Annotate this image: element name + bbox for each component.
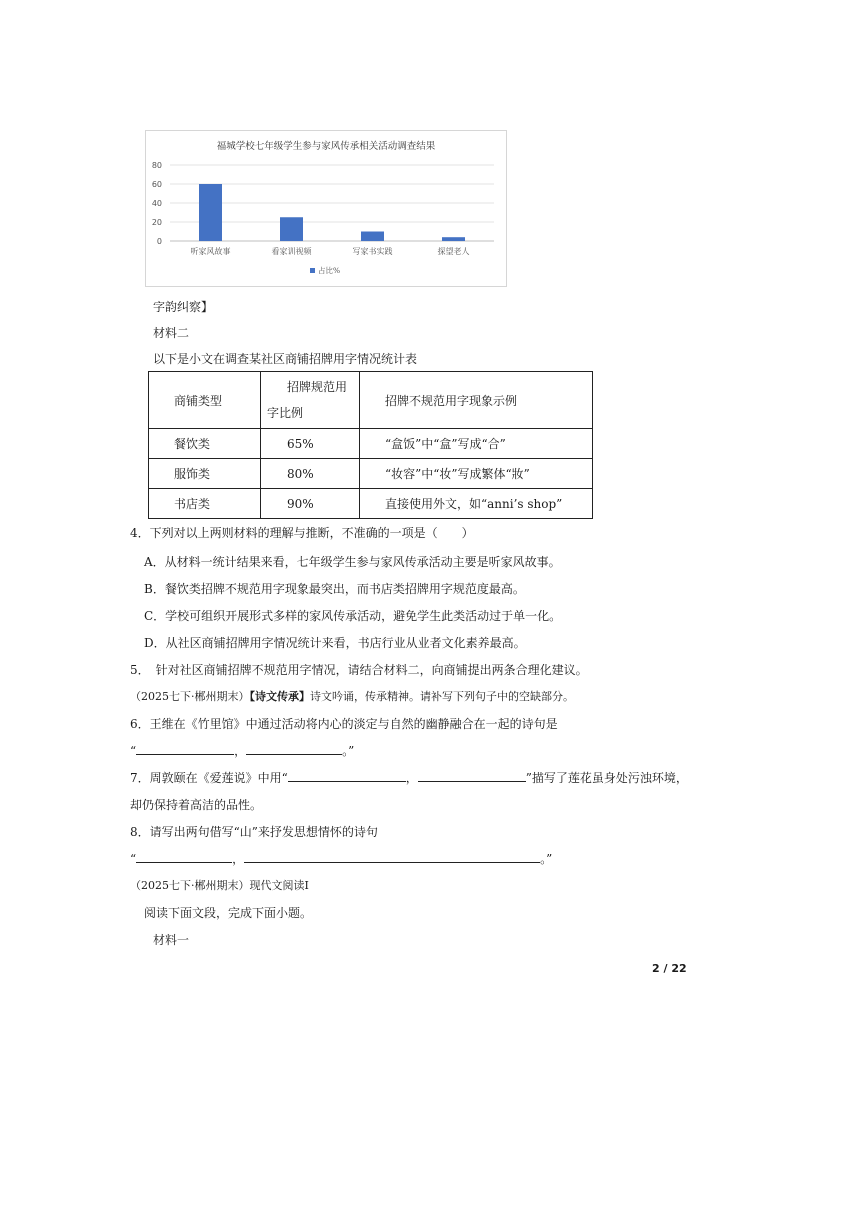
- bar: [280, 217, 303, 241]
- question-6: 6．王维在《竹里馆》中通过活动将内心的淡定与自然的幽静融合在一起的诗句是: [130, 717, 558, 731]
- table-intro: 以下是小文在调查某社区商铺招牌用字情况统计表: [153, 352, 418, 366]
- open-quote: “: [130, 852, 137, 866]
- table-cell: 90%: [261, 489, 360, 519]
- bar-chart: [145, 130, 507, 287]
- question-6-blanks: [130, 742, 354, 759]
- question-8: 8．请写出两句借写“山”来抒发思想情怀的诗句: [130, 825, 378, 839]
- table-cell: “妆容”中“妆”写成繁体“妝”: [360, 459, 593, 489]
- table-cell: 80%: [261, 459, 360, 489]
- reading-instruction: 阅读下面文段，完成下面小题。: [144, 906, 313, 920]
- chart-svg: [146, 131, 506, 286]
- bar: [199, 184, 222, 241]
- table-cell: 65%: [261, 429, 360, 459]
- section-instruction: 诗文吟诵，传承精神。请补写下列句子中的空缺部分。: [310, 690, 574, 703]
- answer-blank[interactable]: [136, 850, 232, 863]
- table-header-text: 招牌规范用字比例: [267, 380, 348, 420]
- legend-swatch: [310, 268, 315, 273]
- table-row: [149, 459, 593, 489]
- table-cell: 服饰类: [149, 459, 261, 489]
- material-two-title: 材料二: [153, 326, 190, 340]
- material-one-title: 材料一: [153, 933, 190, 947]
- section-tag: 【诗文传承】: [249, 690, 310, 703]
- table-header-cell: 招牌不规范用字现象示例: [360, 372, 593, 429]
- page-number: 2 / 22: [652, 962, 687, 975]
- q7-text-a: 7．周敦颐在《爱莲说》中用“: [130, 771, 288, 785]
- question-7-cont: 却仍保持着高洁的品性。: [130, 798, 263, 812]
- comma: ，: [234, 744, 247, 758]
- option-c: C．学校可组织开展形式多样的家风传承活动，避免学生此类活动过于单一化。: [144, 609, 562, 623]
- answer-blank[interactable]: [288, 769, 406, 782]
- table-header-cell: 商铺类型: [149, 372, 261, 429]
- material-tail: 字韵纠察】: [153, 300, 214, 314]
- answer-blank[interactable]: [244, 850, 540, 863]
- close-quote: 。”: [342, 744, 355, 758]
- option-b: B．餐饮类招牌不规范用字现象最突出，而书店类招牌用字规范度最高。: [144, 582, 525, 596]
- close-quote: 。”: [540, 852, 553, 866]
- x-tick-label: 看家训视频: [271, 247, 312, 256]
- question-4: 4．下列对以上两则材料的理解与推断，不准确的一项是（ ）: [130, 526, 474, 540]
- x-tick-label: 听家风故事: [190, 247, 231, 256]
- chart-title: 福城学校七年级学生参与家风传承相关活动调查结果: [216, 141, 436, 152]
- bar: [442, 237, 465, 241]
- legend-label: 占比%: [318, 266, 341, 275]
- y-tick-label: 20: [151, 218, 162, 227]
- y-tick-label: 60: [151, 180, 162, 189]
- option-a: A．从材料一统计结果来看，七年级学生参与家风传承活动主要是听家风故事。: [144, 555, 561, 569]
- question-7: [130, 769, 688, 786]
- q7-text-b: ”描写了莲花虽身处污浊环境，: [525, 771, 688, 785]
- comma: ，: [405, 771, 418, 785]
- answer-blank[interactable]: [136, 742, 234, 755]
- section-source: （2025七下·郴州期末）: [130, 690, 250, 703]
- open-quote: “: [130, 744, 137, 758]
- section-header-poetry: [130, 688, 574, 704]
- x-tick-label: 写家书实践: [352, 247, 393, 256]
- table-cell: 直接使用外文，如“anni’s shop”: [360, 489, 593, 519]
- table-cell: “盒饭”中“盒”写成“合”: [360, 429, 593, 459]
- section-header-reading: （2025七下·郴州期末）现代文阅读Ⅰ: [130, 879, 309, 892]
- table-row: [149, 489, 593, 519]
- x-tick-label: 探望老人: [437, 247, 470, 256]
- table-cell: 书店类: [149, 489, 261, 519]
- answer-blank[interactable]: [246, 742, 342, 755]
- answer-blank[interactable]: [418, 769, 526, 782]
- y-tick-label: 0: [156, 237, 162, 246]
- question-8-blanks: [130, 850, 552, 867]
- table-row: [149, 429, 593, 459]
- table-header-cell: [261, 372, 360, 429]
- question-5: 5． 针对社区商铺招牌不规范用字情况，请结合材料二，向商铺提出两条合理化建议。: [130, 663, 588, 677]
- y-tick-label: 40: [151, 199, 162, 208]
- y-tick-label: 80: [151, 161, 162, 170]
- comma: ，: [232, 852, 245, 866]
- table-header-row: [149, 372, 593, 429]
- table-cell: 餐饮类: [149, 429, 261, 459]
- option-d: D．从社区商铺招牌用字情况统计来看，书店行业从业者文化素养最高。: [144, 636, 526, 650]
- signboard-table: [148, 371, 593, 519]
- bar: [361, 232, 384, 242]
